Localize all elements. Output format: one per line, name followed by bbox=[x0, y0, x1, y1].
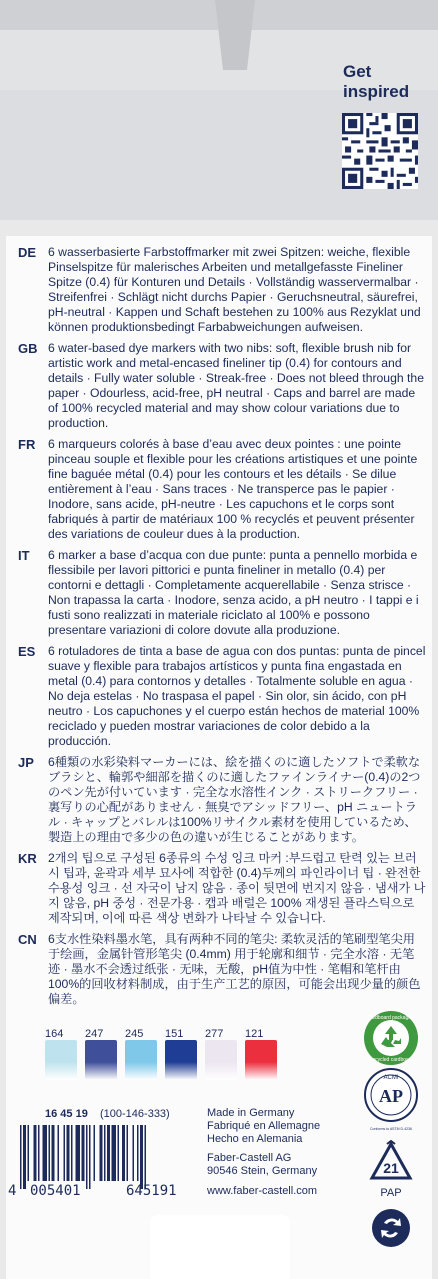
barcode-bar bbox=[43, 1125, 48, 1181]
pap-label: PAP bbox=[380, 1187, 402, 1199]
language-code: GB bbox=[18, 341, 38, 356]
language-text: 6種類の水彩染料マーカーには、絵を描くのに適したソフトで柔軟なブラシと、輪郭や細部を描くのに適したファインライナー(0.4)の2つのペン先が付いています · 完全な水溶性インク · ストリークフリー · 裏写りの心配がありません · 無臭でアシッドフリー、pH ニュートラル · キャップとバレルは100%リサイクル素材を使用しているため、製造上の理由で多少の色の違いが生じることがあります。 bbox=[48, 755, 421, 844]
footer-tab bbox=[150, 1215, 290, 1279]
qr-code-icon[interactable] bbox=[342, 113, 418, 189]
color-swatch bbox=[205, 1040, 237, 1080]
swatch-numbers bbox=[45, 1028, 285, 1040]
barcode-bar bbox=[107, 1125, 110, 1181]
barcode-bar bbox=[34, 1125, 37, 1181]
language-row-fr bbox=[18, 437, 426, 542]
recycled-packaging-badge-icon bbox=[363, 1010, 419, 1066]
language-code: ES bbox=[18, 644, 36, 659]
swatch-number: 247 bbox=[85, 1028, 104, 1040]
swatch-number: 245 bbox=[125, 1028, 144, 1040]
language-row-cn bbox=[18, 932, 426, 1007]
barcode-bar bbox=[118, 1125, 120, 1181]
language-descriptions bbox=[18, 245, 426, 1013]
language-text: 6 rotuladores de tinta a base de agua con dos puntas: punta de pincel suave y flexible para trabajos artísticos y punta fina engastada en metal (0.4) para contornos y detalles · Totalmente soluble en agua · No deja estelas · No traspasa el papel · Sin olor, sin ácido, con pH neutro · Los capuchones y el cuerpo están hechos de material 100% reciclado y pueden mostrar variaciones de color debido a la producción. bbox=[48, 644, 426, 748]
barcode-bar bbox=[28, 1125, 30, 1181]
language-code: JP bbox=[18, 755, 34, 770]
barcode-bar bbox=[112, 1125, 117, 1181]
barcode-bar bbox=[58, 1125, 60, 1181]
barcode-bar bbox=[76, 1125, 81, 1181]
swatch-number: 277 bbox=[205, 1028, 224, 1040]
language-code: FR bbox=[18, 437, 36, 452]
barcode-bar bbox=[94, 1125, 96, 1181]
language-text: 2개의 팁으로 구성된 6종류의 수성 잉크 마커 :부드럽고 탄력 있는 브러시 팁과, 윤곽과 세부 묘사에 적합한 (0.4)두께의 파인라이너 팁 · 완전한 수용성 잉크 · 선 자국이 남지 않음 · 종이 뒷면에 번지지 않음 · 냄새가 나지 않음, pH 중성 · 전문가용 · 캡과 배럴은 100% 재생된 플라스틱으로 제작되며, 이에 따른 색상 변화가 나타날 수 있습니다. bbox=[48, 851, 426, 925]
barcode-bar bbox=[127, 1125, 129, 1181]
language-row-de bbox=[18, 245, 426, 335]
barcode-group2: 645191 bbox=[126, 1183, 177, 1199]
swatch-number: 151 bbox=[165, 1028, 184, 1040]
pap-recycling-icon bbox=[366, 1140, 416, 1202]
color-swatch bbox=[45, 1040, 77, 1080]
barcode-bar bbox=[71, 1125, 73, 1181]
barcode-bar bbox=[82, 1125, 85, 1181]
barcode-bar bbox=[89, 1125, 91, 1189]
article-number: 16 45 19 bbox=[45, 1108, 88, 1120]
barcode-bar bbox=[67, 1125, 70, 1181]
barcode-bar bbox=[23, 1125, 26, 1189]
barcode-bar bbox=[145, 1125, 147, 1189]
get-inspired-line2: inspired bbox=[343, 82, 410, 101]
get-inspired-label bbox=[343, 62, 409, 102]
language-text: 6支水性染料墨水笔，具有两种不同的笔尖: 柔软灵活的笔刷型笔尖用于绘画，金属针管形笔尖 (0.4mm) 用于轮廓和细节 · 完全水溶 · 无笔迹 · 墨水不会透过纸张 · 无味，无酸，pH值为中性 · 笔帽和笔杆由100%的回收材料制成，由于生产工艺的原因，可能会出现少量的颜色偏差。 bbox=[48, 932, 421, 1006]
language-code: KR bbox=[18, 851, 37, 866]
color-swatch bbox=[165, 1040, 197, 1080]
acmi-conforms-label: Conforms to ASTM D-4236 bbox=[369, 1127, 413, 1131]
barcode-bar bbox=[122, 1125, 125, 1181]
acmi-label: ACMI bbox=[383, 1075, 399, 1081]
barcode-bar bbox=[64, 1125, 66, 1181]
made-in-line: Hecho en Alemania bbox=[207, 1133, 303, 1145]
barcode-bar bbox=[140, 1125, 143, 1189]
barcode-bar bbox=[38, 1125, 40, 1181]
barcode-bar bbox=[49, 1125, 51, 1181]
company-address bbox=[207, 1152, 317, 1178]
language-code: CN bbox=[18, 932, 37, 947]
made-in-line: Fabriqué en Allemagne bbox=[207, 1120, 321, 1132]
color-swatch bbox=[125, 1040, 157, 1080]
barcode-bar bbox=[52, 1125, 55, 1181]
barcode-bar bbox=[137, 1125, 139, 1181]
barcode-bar bbox=[133, 1125, 135, 1181]
language-code: DE bbox=[18, 245, 37, 260]
language-row-jp bbox=[18, 755, 426, 845]
language-row-es bbox=[18, 644, 426, 749]
barcode-group1: 005401 bbox=[30, 1183, 81, 1199]
barcode-bar bbox=[86, 1125, 88, 1189]
pap-number: 21 bbox=[383, 1160, 399, 1176]
acmi-ap-seal-icon bbox=[363, 1067, 419, 1133]
company-line: Faber-Castell AG bbox=[207, 1152, 292, 1164]
language-text: 6 water-based dye markers with two nibs: soft, flexible brush nib for artistic work and metal-encased fineliner tip (0.4) for contours and details · Fully water soluble · Streak-free · Does not bleed through the paper · Odourless, acid-free, pH neutral · Caps and barrel are made of 100% recycled material and may show colour variations due to production. bbox=[48, 341, 424, 430]
language-text: 6 marqueurs colorés à base d’eau avec deux pointes : une pointe pinceau souple et flexible pour les créations artistiques et une pointe fine baguée métal (0.4) pour les contours et les détails · Se dilue entièrement à l’eau · Sans traces · Ne transperce pas le papier · Inodore, sans acide, pH-neutre · Les capuchons et le corps sont fabriqués à partir de matériaux 100 % recyclés et peuvent présenter des variations de couleur dues à la production. bbox=[48, 437, 418, 541]
language-row-gb bbox=[18, 341, 426, 431]
get-inspired-line1: Get bbox=[343, 62, 372, 81]
made-in-line: Made in Germany bbox=[207, 1107, 295, 1119]
packaging-top-label: Cardboard packaging bbox=[367, 1015, 415, 1021]
barcode-digit-first: 4 bbox=[8, 1183, 17, 1199]
website-link[interactable]: www.faber-castell.com bbox=[207, 1185, 318, 1197]
packaging-bottom-label: Recycled cardboard bbox=[368, 1057, 414, 1063]
recycle-icon bbox=[371, 1208, 411, 1248]
swatch-number: 121 bbox=[245, 1028, 264, 1040]
swatch-number: 164 bbox=[45, 1028, 64, 1040]
language-code: IT bbox=[18, 548, 30, 563]
acmi-ap-label: AP bbox=[379, 1086, 403, 1106]
language-text: 6 marker a base d’acqua con due punte: punta a pennello morbida e flessibile per lavori pittorici e punta fineliner in metallo (0.4) per contorni e dettagli · Completamente acquerellabile · Senza strisce · Non trapassa la carta · Inodore, senza acido, a pH neutro · I tappi e i fusti sono realizzati in materiale riciclato al 100% e possono presentare variazioni di colore dovute alla produzione. bbox=[48, 548, 419, 637]
language-row-it bbox=[18, 548, 426, 638]
barcode-bar bbox=[20, 1125, 22, 1189]
article-code: (100-146-333) bbox=[100, 1108, 170, 1120]
made-in-block bbox=[207, 1107, 320, 1146]
color-swatch bbox=[85, 1040, 117, 1080]
company-line: 90546 Stein, Germany bbox=[207, 1165, 318, 1177]
language-row-kr bbox=[18, 851, 426, 926]
barcode-bar bbox=[104, 1125, 106, 1181]
language-text: 6 wasserbasierte Farbstoffmarker mit zwei Spitzen: weiche, flexible Pinselspitze für malerisches Arbeiten und metallgefasste Fineliner Spitze (0.4) für Konturen und Details · Vollständig wasservermalbar · Streifenfrei · Schlägt nicht durchs Papier · Geruchsneutral, säurefrei, pH-neutral · Kappen und Schaft bestehen zu 100% aus Rezyklat und können produktionsbedingt Farbabweichungen aufweisen. bbox=[48, 245, 421, 334]
barcode-bar bbox=[100, 1125, 103, 1181]
color-swatch bbox=[245, 1040, 277, 1080]
